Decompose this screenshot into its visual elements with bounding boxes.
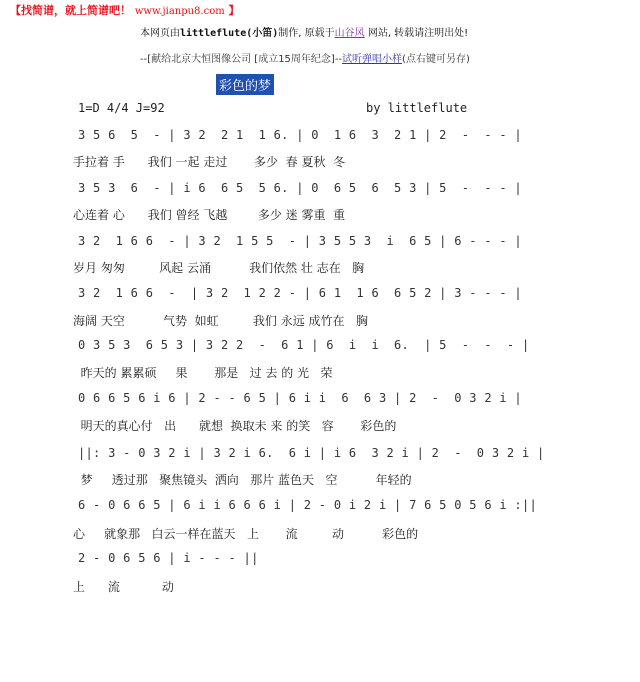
lyric-line: 岁月 匆匆 风起 云涌 我们依然 壮 志在 胸 [73, 261, 365, 275]
notation-line: 3 5 6 5 - | 3 2 2 1 1 6. | 0 1 6 3 2 1 | 2 - - - | [78, 128, 522, 142]
banner-text: 【找简谱，就上简谱吧！ [10, 4, 131, 17]
notation-line: 6 - 0 6 6 5 | 6 i i 6 6 6 i | 2 - 0 i 2 i | 7 6 5 0 5 6 i :|| [78, 498, 538, 512]
notation-line: 3 2 1 6 6 - | 3 2 1 5 5 - | 3 5 5 3 i 6 5 | 6 - - - | [78, 234, 522, 248]
lyric-line: 心 就象那 白云一样在蓝天 上 流 动 彩色的 [73, 527, 419, 541]
lyric-line: 上 流 动 [73, 580, 174, 594]
credit-suffix: 网站, 转载请注明出处! [364, 28, 469, 39]
key-meter-tempo: 1=D 4/4 J=92 [78, 101, 165, 115]
credit-author: littleflute(小笛) [180, 28, 279, 39]
notation-line: 0 6 6 5 6 i 6 | 2 - - 6 5 | 6 i i 6 6 3 | 2 - 0 3 2 i | [78, 391, 522, 405]
byline: by littleflute [366, 101, 468, 115]
dedication-prefix: --[献给北京大恒图像公司 [成立15周年纪念]-- [140, 54, 343, 65]
lyric-line: 昨天的 累累硕 果 那是 过 去 的 光 荣 [73, 366, 333, 380]
song-title: 彩色的梦 [216, 74, 274, 95]
notation-line: 2 - 0 6 5 6 | i - - - || [78, 551, 259, 565]
lyric-line: 梦 透过那 聚焦镜头 洒向 那片 蓝色天 空 年轻的 [73, 473, 412, 487]
notation-line: 0 3 5 3 6 5 3 | 3 2 2 - 6 1 | 6 i i 6. | 5 - - - | [78, 338, 530, 352]
listen-sample-link[interactable]: 试听弹唱小样 [342, 54, 403, 65]
source-site-link[interactable]: 山谷风 [334, 28, 365, 39]
lyric-line: 心连着 心 我们 曾经 飞越 多少 迷 雾重 重 [73, 208, 346, 222]
notation-line: 3 5 3 6 - | i 6 6 5 5 6. | 0 6 5 6 5 3 | 5 - - - | [78, 181, 522, 195]
notation-line: ||: 3 - 0 3 2 i | 3 2 i 6. 6 i | i 6 3 2 i | 2 - 0 3 2 i | [78, 446, 545, 460]
lyric-line: 海阔 天空 气势 如虹 我们 永远 成竹在 胸 [73, 314, 368, 328]
notation-line: 3 2 1 6 6 - | 3 2 1 2 2 - | 6 1 1 6 6 5 2 | 3 - - - | [78, 286, 522, 300]
banner-url[interactable]: www.jianpu8.com [134, 6, 225, 17]
credit-line [140, 24, 468, 39]
dedication-line [140, 50, 470, 65]
lyric-line: 手拉着 手 我们 一起 走过 多少 春 夏秋 冬 [73, 155, 346, 169]
banner-close: 】 [228, 4, 240, 17]
credit-middle: 制作, 原载于 [278, 28, 335, 39]
site-banner[interactable] [10, 2, 240, 18]
dedication-suffix: (点右键可另存) [402, 54, 470, 65]
credit-prefix: 本网页由 [140, 28, 180, 39]
lyric-line: 明天的真心付 出 就想 换取未 来 的笑 容 彩色的 [73, 419, 397, 433]
